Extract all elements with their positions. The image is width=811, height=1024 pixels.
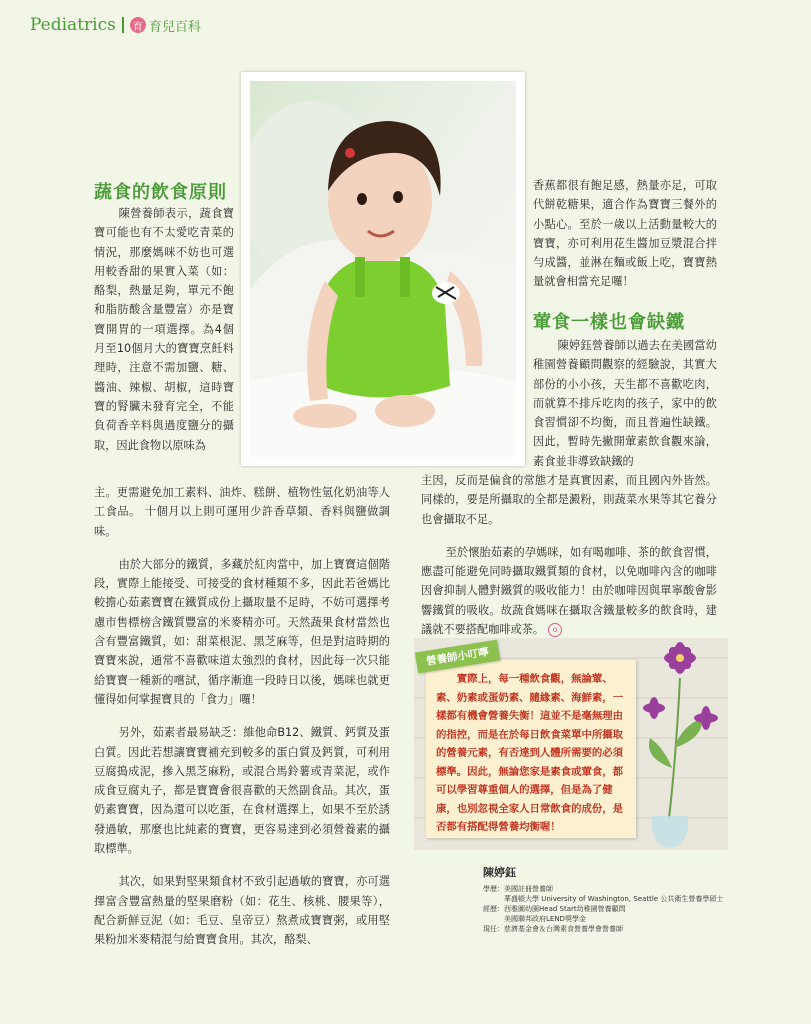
section1-left-column (94, 204, 234, 455)
tip-card (426, 660, 636, 838)
section1-heading: 蔬食的飲食原則 (94, 182, 227, 203)
tip-tag-label: 營養師小叮嚀 (415, 640, 500, 674)
header-divider (122, 17, 124, 33)
author-bio (483, 864, 783, 934)
brand-name: Pediatrics (30, 15, 116, 35)
page-header (30, 14, 201, 36)
nutritionist-tip-box (414, 618, 728, 858)
author-bio-row: 學歷：美國註冊營養師 (483, 885, 553, 893)
section-name: 育兒百科 (148, 19, 201, 35)
section1-paragraph-4-continued: 香蕉都很有飽足感，熱量亦足，可取代餅乾糖果，適合作為寶寶三餐外的小點心。至於一歲以上活動量較大的寶寶，亦可利用花生醬加豆漿混合拌勻成醬，並淋在麵或飯上吃，寶寶熱量就會相當充足囉！ (533, 179, 717, 289)
section1-body (94, 483, 390, 964)
baby-photo-illustration (250, 81, 516, 457)
logo-icon: 育 (130, 17, 146, 33)
section1-paragraph-3: 另外，茹素者最易缺乏：維他命B12、鐵質、鈣質及蛋白質。因此若想讓寶寶補充到較多的蛋白質及鈣質，可利用豆腐搗成泥，摻入黑芝麻粉，或混合馬鈴薯或青菜泥，或作成食豆腐丸子，都是寶寶會很喜歡的天然副食品。其次，蛋奶素寶寶，因為還可以吃蛋，在食材選擇上，如果不至於誘發過敏，那麼也比純素的寶寶，更容易達到必須營養素的攝取標準。 (94, 726, 390, 856)
section1-paragraph-4: 其次，如果對堅果類食材不致引起過敏的寶寶，亦可選擇富含豐富熱量的堅果磨粉（如：花生、核桃、腰果等），配合新鮮豆泥（如：毛豆、皇帝豆）熬煮成寶寶粥，或用堅果粉加米麥精混勻給寶寶食用。其次，酪梨、 (94, 875, 390, 947)
author-bio-row: 現任：慈濟基金會＆台灣素食營養學會營養師 (483, 925, 623, 933)
section1-paragraph-1: 陳營養師表示，蔬食寶寶可能也有不太愛吃青菜的情況，那麼媽咪不妨也可選用較香甜的果實入菜（如：酪梨，熱量足夠，單元不飽和脂肪酸含量豐富）亦是寶寶開胃的一項選擇。為4個月至10個月大的寶寶烹飪料理時，注意不需加鹽、糖、醬油、辣椒、胡椒，這時寶寶的腎臟未發育完全，不能負荷香辛料與過度鹽分的攝取，因此食物以原味為 (94, 207, 234, 452)
baby-photo (241, 72, 525, 466)
right-top-column (533, 176, 717, 292)
section2-paragraph-1: 陳婷鈺營養師以過去在美國當幼稚園營養顧問觀察的經驗說，其實大部份的小小孩，天生都不喜歡吃肉，而就算不排斥吃肉的孩子，家中的飲食習慣卻不均衡，而且普遍性缺鐵。因此，暫時先撇開葷素飲食觀來論，素食並非導致缺鐵的 (533, 339, 717, 468)
section1-paragraph-1-continued: 主。更需避免加工素料、油炸、糕餅、植物性氫化奶油等人工食品。 十個月以上則可運用少許香草類、香料與鹽做調味。 (94, 486, 390, 538)
section2-paragraph-2-text: 至於懷胎茹素的孕媽咪，如有喝咖啡、茶的飲食習慣，應盡可能避免同時攝取鐵質類的食材，以免咖啡內含的咖啡因會抑制人體對鐵質的吸收能力！由於咖啡因與單寧酸會影響鐵質的吸收。故蔬食媽咪在攝取含鐵量較多的飲食時，建議就不要搭配咖啡或茶。 (421, 545, 717, 637)
section2-paragraph-1-continued: 主因，反而是偏食的常態才是真實因素，而且國內外皆然。同樣的，要是所攝取的全都是澱粉，則蔬菜水果等其它養分也會攝取不足。 (421, 474, 717, 526)
section2-narrow-column (533, 336, 717, 471)
section1-paragraph-2: 由於大部分的鐵質，多藏於紅肉當中，加上寶寶這個階段，實際上能接受、可接受的食材種類不多，因此若爸媽比較擔心茹素寶寶在鐵質成份上攝取量不足時，不妨可選擇考慮市售標榜含鐵質豐富的米麥精亦可。天然蔬果食材當然也含有豐富鐵質，如：甜菜根泥、黑芝麻等，但是對這時期的寶寶來說，通常不喜歡味道太強烈的食材，因此每一次只能給寶寶一種新的嚐試，循序漸進一段時日以後，媽咪也就更懂得如何掌握寶貝的「食力」囉！ (94, 557, 390, 706)
author-name: 陳婷鈺 (483, 866, 516, 879)
tip-text: 實際上，每一種飲食觀，無論葷、素、奶素或蛋奶素、隨緣素、海鮮素，一樣都有機會營養失衡！這並不是毫無理由的指控，而是在於每日飲食菜單中所攝取的營養元素，有否達到人體所需要的必須標準。因此，無論您家是素食或葷食，都可以學習尊重個人的選擇，但是為了健康，也別忽視全家人日常飲食的成份，是否都有搭配得營養均衡喔！ (436, 673, 624, 833)
end-mark-icon: o (548, 623, 562, 637)
author-bio-row: 經歷：西雅圖幼園Head Start幼稚園營養顧問 (483, 905, 626, 913)
author-bio-row: 美國聯邦政府LEND獎學金 (504, 915, 586, 923)
author-bio-row: 華盛頓大學 University of Washington, Seattle 公共衛生營養學碩士 (504, 895, 724, 903)
section2-heading: 葷食一樣也會缺鐵 (533, 312, 685, 333)
